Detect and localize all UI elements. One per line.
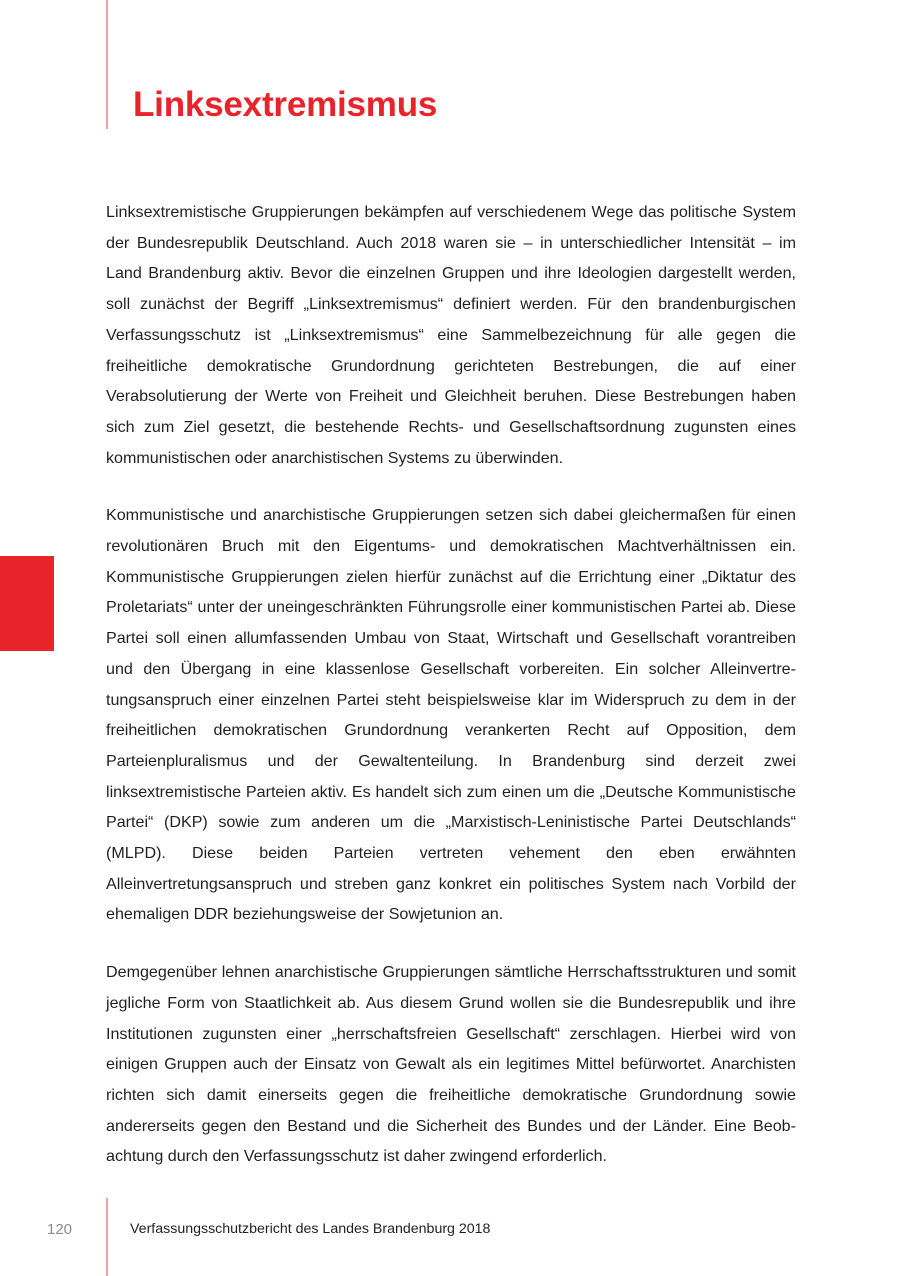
title-vertical-rule-decoration [106,0,108,129]
page-title: Linksextremismus [133,85,438,124]
body-paragraph: Kommunistische und anarchistische Gruppierungen setzen sich dabei gleichermaßen für einen revolutionären Bruch mit den Eigentums- und demokratischen Machtverhältnissen ein. Kommunistische Gruppierungen zielen hierfür zunächst auf die Errichtung einer „Diktatur des Proletariats“ unter der uneingeschränkten Führungsrolle einer kommunistischen Partei ab. Diese Partei soll einen allumfassenden Umbau von Staat, Wirtschaft und Gesellschaft vorantreiben und den Übergang in eine klassenlose Gesellschaft vorbereiten. Ein solcher Alleinvertretungsanspruch einer einzelnen Partei steht beispielsweise klar im Widerspruch zu dem in der freiheitlichen demokratischen Grundordnung verankerten Recht auf Opposition, dem Parteienpluralismus und der Gewaltenteilung. In Brandenburg sind derzeit zwei linksextremistische Parteien aktiv. Es handelt sich zum einen um die „Deutsche Kommunistische Partei“ (DKP) sowie zum anderen um die „Marxistisch-Leninistische Partei Deutschlands“ (MLPD). Diese beiden Parteien vertreten vehement den eben erwähnten Alleinvertretungsanspruch und streben ganz konkret ein politisches System nach Vorbild der ehemaligen DDR beziehungsweise der Sowjetunion an. [106,506,796,924]
page-number: 120 [47,1221,73,1238]
footer-vertical-rule-decoration [106,1198,108,1276]
chapter-thumb-index-tab [0,556,54,651]
page-footer [0,1198,900,1276]
body-paragraph: Linksextremistische Gruppierungen bekämpfen auf verschiedenem Wege das politische System der Bundesrepublik Deutschland. Auch 2018 waren sie – in unterschiedlicher Intensität – im Land Brandenburg aktiv. Bevor die einzelnen Gruppen und ihre Ideologien dargestellt werden, soll zunächst der Begriff „Linksextremismus“ definiert werden. Für den brandenburgischen Verfassungsschutz ist „Linksextremismus“ eine Sammelbezeichnung für alle gegen die freiheitliche demokratische Grundordnung gerichteten Bestrebungen, die auf einer Verabsolutierung der Werte von Freiheit und Gleichheit beruhen. Diese Bestrebungen haben sich zum Ziel gesetzt, die bestehende Rechts- und Gesellschaftsordnung zugunsten eines kommunistischen oder anarchistischen Systems zu überwinden. [106,203,796,467]
footer-running-title: Verfassungsschutzbericht des Landes Brandenburg 2018 [130,1221,491,1237]
body-paragraph: Demgegenüber lehnen anarchistische Gruppierungen sämtliche Herrschaftsstrukturen und somit jegliche Form von Staatlichkeit ab. Aus diesem Grund wollen sie die Bundesrepublik und ihre Institutionen zugunsten einer „herrschaftsfreien Gesellschaft“ zerschlagen. Hierbei wird von einigen Gruppen auch der Einsatz von Gewalt als ein legitimes Mittel befürwortet. Anarchisten richten sich damit einerseits gegen die freiheitliche demokratische Grundordnung sowie andererseits gegen den Bestand und die Sicherheit des Bundes und der Länder. Eine Beobachtung durch den Verfassungsschutz ist daher zwingend erforderlich. [106,963,796,1166]
body-text-column [106,197,796,1172]
